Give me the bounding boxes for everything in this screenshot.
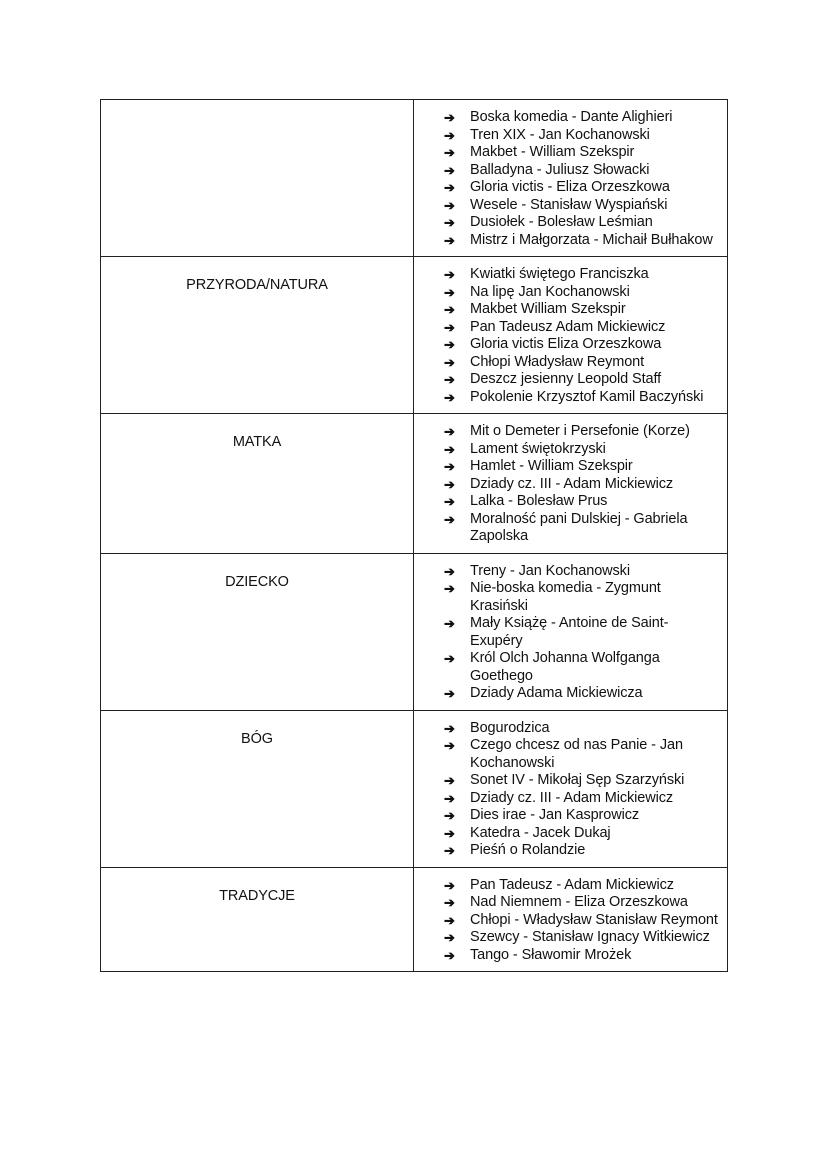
works-cell bbox=[414, 710, 728, 867]
work-list-item bbox=[444, 284, 719, 302]
work-title: Mit o Demeter i Persefonie (Korze) bbox=[470, 423, 690, 439]
topic-label: BÓG bbox=[241, 730, 273, 747]
topics-table-body bbox=[101, 100, 728, 972]
topic-cell bbox=[101, 257, 414, 414]
topic-cell bbox=[101, 710, 414, 867]
work-list-item bbox=[444, 476, 719, 494]
works-cell bbox=[414, 867, 728, 972]
work-list-item bbox=[444, 912, 719, 930]
work-list-item bbox=[444, 266, 719, 284]
arrow-right-icon: ➔ bbox=[444, 895, 455, 910]
arrow-right-icon: ➔ bbox=[444, 651, 455, 666]
work-title: Wesele - Stanisław Wyspiański bbox=[470, 196, 668, 213]
work-list-item bbox=[444, 336, 719, 354]
work-list-item bbox=[444, 354, 719, 372]
arrow-right-icon: ➔ bbox=[444, 790, 455, 806]
work-title: Treny - Jan Kochanowski bbox=[470, 562, 630, 579]
work-title: Chłopi - Władysław Stanisław Reymont bbox=[470, 911, 718, 928]
work-title: Pan Tadeusz Adam Mickiewicz bbox=[470, 318, 666, 335]
arrow-right-icon: ➔ bbox=[444, 686, 455, 701]
arrow-right-icon: ➔ bbox=[444, 180, 455, 195]
arrow-right-icon: ➔ bbox=[444, 476, 455, 492]
arrow-right-icon: ➔ bbox=[444, 197, 455, 213]
topic-label: MATKA bbox=[232, 434, 282, 450]
arrow-right-icon: ➔ bbox=[444, 494, 455, 509]
work-title: Makbet - William Szekspir bbox=[470, 144, 635, 160]
arrow-right-icon: ➔ bbox=[444, 354, 455, 370]
work-title: Kwiatki świętego Franciszka bbox=[470, 266, 649, 282]
work-list-item bbox=[444, 772, 719, 790]
work-list-item bbox=[444, 929, 719, 947]
arrow-right-icon: ➔ bbox=[444, 912, 455, 928]
arrow-right-icon: ➔ bbox=[444, 267, 455, 282]
arrow-right-icon: ➔ bbox=[444, 372, 455, 387]
topic-label bbox=[101, 110, 413, 120]
table-row bbox=[101, 553, 728, 710]
table-row bbox=[101, 257, 728, 414]
work-title: Dziady cz. III - Adam Mickiewicz bbox=[470, 475, 674, 492]
work-list-item bbox=[444, 371, 719, 389]
work-title: Tango - Sławomir Mrożek bbox=[470, 946, 632, 963]
work-title: Chłopi Władysław Reymont bbox=[470, 353, 645, 370]
arrow-right-icon: ➔ bbox=[444, 773, 455, 788]
arrow-right-icon: ➔ bbox=[444, 162, 455, 178]
work-title: Dusiołek - Bolesław Leśmian bbox=[470, 214, 653, 230]
work-list-item bbox=[444, 842, 719, 860]
arrow-right-icon: ➔ bbox=[444, 302, 455, 317]
work-list-item bbox=[444, 615, 719, 650]
works-list bbox=[414, 100, 727, 256]
arrow-right-icon: ➔ bbox=[444, 825, 455, 841]
arrow-right-icon: ➔ bbox=[444, 284, 455, 300]
arrow-right-icon: ➔ bbox=[444, 127, 455, 143]
work-title: Balladyna - Juliusz Słowacki bbox=[470, 161, 650, 178]
work-title: Makbet William Szekspir bbox=[470, 301, 626, 317]
work-title: Tren XIX - Jan Kochanowski bbox=[470, 126, 650, 143]
arrow-right-icon: ➔ bbox=[444, 145, 455, 160]
work-list-item bbox=[444, 214, 719, 232]
arrow-right-icon: ➔ bbox=[444, 110, 455, 125]
work-list-item bbox=[444, 580, 719, 615]
work-title: Szewcy - Stanisław Ignacy Witkiewicz bbox=[470, 929, 710, 945]
work-title: Pieśń o Rolandzie bbox=[470, 842, 586, 858]
arrow-right-icon: ➔ bbox=[444, 616, 455, 631]
work-title: Hamlet - William Szekspir bbox=[470, 458, 633, 474]
work-list-item bbox=[444, 563, 719, 581]
work-list-item bbox=[444, 685, 719, 703]
works-list bbox=[414, 711, 727, 867]
arrow-right-icon: ➔ bbox=[444, 511, 455, 527]
work-title: Gloria victis Eliza Orzeszkowa bbox=[470, 336, 662, 352]
topic-cell bbox=[101, 100, 414, 257]
arrow-right-icon: ➔ bbox=[444, 563, 455, 579]
work-list-item bbox=[444, 301, 719, 319]
topic-cell bbox=[101, 553, 414, 710]
topics-table bbox=[100, 99, 728, 972]
work-list-item bbox=[444, 947, 719, 965]
works-list bbox=[414, 257, 727, 413]
work-list-item bbox=[444, 197, 719, 215]
works-list bbox=[414, 554, 727, 710]
work-title: Sonet IV - Mikołaj Sęp Szarzyński bbox=[470, 772, 685, 788]
work-title: Boska komedia - Dante Alighieri bbox=[470, 109, 673, 125]
work-list-item bbox=[444, 441, 719, 459]
work-list-item bbox=[444, 232, 719, 250]
arrow-right-icon: ➔ bbox=[444, 947, 455, 963]
table-row bbox=[101, 100, 728, 257]
work-title: Dziady cz. III - Adam Mickiewicz bbox=[470, 789, 674, 806]
work-list-item bbox=[444, 737, 719, 772]
work-list-item bbox=[444, 109, 719, 127]
work-list-item bbox=[444, 720, 719, 738]
arrow-right-icon: ➔ bbox=[444, 215, 455, 230]
topic-cell bbox=[101, 867, 414, 972]
table-row bbox=[101, 414, 728, 554]
work-list-item bbox=[444, 894, 719, 912]
arrow-right-icon: ➔ bbox=[444, 877, 455, 893]
works-cell bbox=[414, 100, 728, 257]
arrow-right-icon: ➔ bbox=[444, 232, 455, 248]
work-title: Na lipę Jan Kochanowski bbox=[470, 283, 630, 300]
work-list-item bbox=[444, 144, 719, 162]
work-list-item bbox=[444, 162, 719, 180]
work-title: Lalka - Bolesław Prus bbox=[470, 493, 608, 509]
arrow-right-icon: ➔ bbox=[444, 459, 455, 474]
arrow-right-icon: ➔ bbox=[444, 843, 455, 858]
arrow-right-icon: ➔ bbox=[444, 319, 455, 335]
work-title: Gloria victis - Eliza Orzeszkowa bbox=[470, 179, 670, 195]
topic-label: TRADYCJE bbox=[219, 887, 295, 904]
work-title: Lament świętokrzyski bbox=[470, 440, 606, 457]
work-list-item bbox=[444, 493, 719, 511]
table-row bbox=[101, 710, 728, 867]
work-list-item bbox=[444, 179, 719, 197]
work-list-item bbox=[444, 790, 719, 808]
work-title: Król Olch Johanna Wolfganga Goethego bbox=[470, 650, 660, 684]
work-title: Mistrz i Małgorzata - Michaił Bułhakow bbox=[470, 231, 713, 248]
work-list-item bbox=[444, 511, 719, 546]
works-cell bbox=[414, 553, 728, 710]
arrow-right-icon: ➔ bbox=[444, 441, 455, 457]
work-list-item bbox=[444, 127, 719, 145]
arrow-right-icon: ➔ bbox=[444, 738, 455, 753]
work-title: Katedra - Jacek Dukaj bbox=[470, 824, 611, 841]
arrow-right-icon: ➔ bbox=[444, 389, 455, 405]
topic-label: PRZYRODA/NATURA bbox=[186, 277, 328, 293]
works-cell bbox=[414, 414, 728, 554]
work-title: Pokolenie Krzysztof Kamil Baczyński bbox=[470, 388, 704, 405]
work-list-item bbox=[444, 389, 719, 407]
work-list-item bbox=[444, 807, 719, 825]
table-row bbox=[101, 867, 728, 972]
work-title: Dziady Adama Mickiewicza bbox=[470, 685, 643, 701]
work-title: Dies irae - Jan Kasprowicz bbox=[470, 807, 640, 823]
work-title: Pan Tadeusz - Adam Mickiewicz bbox=[470, 876, 674, 893]
arrow-right-icon: ➔ bbox=[444, 337, 455, 352]
arrow-right-icon: ➔ bbox=[444, 930, 455, 945]
work-title: Czego chcesz od nas Panie - Jan Kochanowski bbox=[470, 737, 683, 771]
work-title: Deszcz jesienny Leopold Staff bbox=[470, 371, 662, 387]
arrow-right-icon: ➔ bbox=[444, 808, 455, 823]
works-list bbox=[414, 868, 727, 972]
work-title: Mały Książę - Antoine de Saint-Exupéry bbox=[470, 615, 669, 649]
work-list-item bbox=[444, 825, 719, 843]
works-cell bbox=[414, 257, 728, 414]
topic-label: DZIECKO bbox=[225, 573, 289, 590]
work-title: Moralność pani Dulskiej - Gabriela Zapolska bbox=[470, 510, 688, 544]
topic-cell bbox=[101, 414, 414, 554]
work-list-item bbox=[444, 458, 719, 476]
work-title: Nie-boska komedia - Zygmunt Krasiński bbox=[470, 580, 661, 614]
arrow-right-icon: ➔ bbox=[444, 581, 455, 596]
arrow-right-icon: ➔ bbox=[444, 720, 455, 736]
work-list-item bbox=[444, 423, 719, 441]
work-title: Bogurodzica bbox=[470, 719, 550, 736]
work-list-item bbox=[444, 650, 719, 685]
works-list bbox=[414, 414, 727, 553]
work-list-item bbox=[444, 319, 719, 337]
work-list-item bbox=[444, 877, 719, 895]
arrow-right-icon: ➔ bbox=[444, 424, 455, 439]
work-title: Nad Niemnem - Eliza Orzeszkowa bbox=[470, 894, 688, 910]
